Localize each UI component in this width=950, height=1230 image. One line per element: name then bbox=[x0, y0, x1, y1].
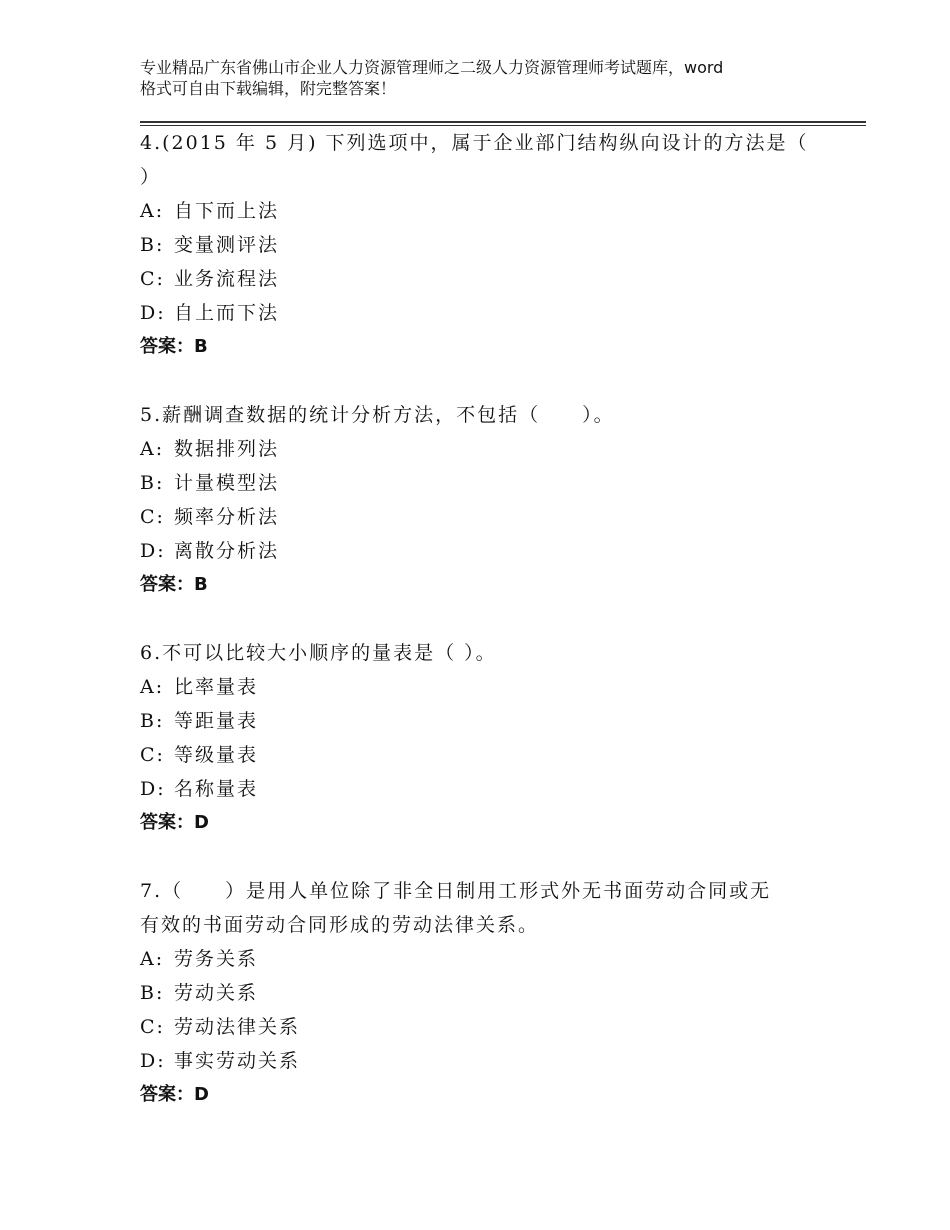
option-text: 劳务关系 bbox=[174, 948, 259, 970]
option-d bbox=[140, 772, 840, 806]
option-text: 计量模型法 bbox=[174, 472, 280, 494]
option-key: C: bbox=[140, 1016, 165, 1038]
option-key: B: bbox=[140, 234, 165, 256]
option-key: A: bbox=[140, 948, 165, 970]
option-text: 事实劳动关系 bbox=[174, 1050, 301, 1072]
option-text: 自上而下法 bbox=[174, 302, 280, 324]
question-list bbox=[140, 126, 840, 1146]
question-stem-line: 5.薪酬调查数据的统计分析方法，不包括（ ）。 bbox=[140, 404, 615, 426]
option-key: B: bbox=[140, 710, 165, 732]
option-text: 自下而上法 bbox=[174, 200, 280, 222]
option-d bbox=[140, 534, 840, 568]
question-stem-line: 4.(2015 年 5 月) 下列选项中，属于企业部门结构纵向设计的方法是（ bbox=[140, 132, 809, 154]
answer-label: 答案：B bbox=[140, 574, 208, 595]
option-text: 变量测评法 bbox=[174, 234, 280, 256]
option-key: D: bbox=[140, 302, 166, 324]
option-c bbox=[140, 738, 840, 772]
option-key: B: bbox=[140, 982, 165, 1004]
option-c bbox=[140, 500, 840, 534]
header-line-1: 专业精品广东省佛山市企业人力资源管理师之二级人力资源管理师考试题库，word bbox=[140, 58, 724, 77]
option-key: D: bbox=[140, 1050, 166, 1072]
question-stem-line: 7.（ ）是用人单位除了非全日制用工形式外无书面劳动合同或无 bbox=[140, 880, 772, 902]
option-key: C: bbox=[140, 506, 165, 528]
question-5 bbox=[140, 398, 840, 602]
option-b bbox=[140, 976, 840, 1010]
option-a bbox=[140, 942, 840, 976]
option-key: A: bbox=[140, 676, 165, 698]
option-text: 频率分析法 bbox=[174, 506, 280, 528]
option-text: 劳动法律关系 bbox=[174, 1016, 301, 1038]
option-a bbox=[140, 432, 840, 466]
option-d bbox=[140, 1044, 840, 1078]
option-d bbox=[140, 296, 840, 330]
question-7 bbox=[140, 874, 840, 1112]
option-c bbox=[140, 1010, 840, 1044]
option-key: A: bbox=[140, 438, 165, 460]
question-stem-line: 6.不可以比较大小顺序的量表是（ ）。 bbox=[140, 642, 497, 664]
option-text: 比率量表 bbox=[174, 676, 259, 698]
option-a bbox=[140, 194, 840, 228]
question-4 bbox=[140, 126, 840, 364]
option-b bbox=[140, 704, 840, 738]
option-key: C: bbox=[140, 744, 165, 766]
question-6 bbox=[140, 636, 840, 840]
option-key: A: bbox=[140, 200, 165, 222]
option-key: C: bbox=[140, 268, 165, 290]
option-text: 业务流程法 bbox=[174, 268, 280, 290]
answer-label: 答案：D bbox=[140, 1084, 209, 1105]
option-text: 数据排列法 bbox=[174, 438, 280, 460]
option-text: 等距量表 bbox=[174, 710, 259, 732]
header-line-2: 格式可自由下载编辑，附完整答案！ bbox=[140, 79, 397, 98]
option-text: 离散分析法 bbox=[174, 540, 280, 562]
option-text: 名称量表 bbox=[174, 778, 259, 800]
option-a bbox=[140, 670, 840, 704]
option-text: 劳动关系 bbox=[174, 982, 259, 1004]
answer-label: 答案：B bbox=[140, 336, 208, 357]
option-key: B: bbox=[140, 472, 165, 494]
option-key: D: bbox=[140, 540, 166, 562]
option-b bbox=[140, 228, 840, 262]
question-stem-line: 有效的书面劳动合同形成的劳动法律关系。 bbox=[140, 914, 540, 936]
option-c bbox=[140, 262, 840, 296]
option-b bbox=[140, 466, 840, 500]
answer-label: 答案：D bbox=[140, 812, 209, 833]
option-key: D: bbox=[140, 778, 166, 800]
question-stem-line: ） bbox=[140, 166, 162, 188]
document-header bbox=[140, 57, 840, 99]
option-text: 等级量表 bbox=[174, 744, 259, 766]
